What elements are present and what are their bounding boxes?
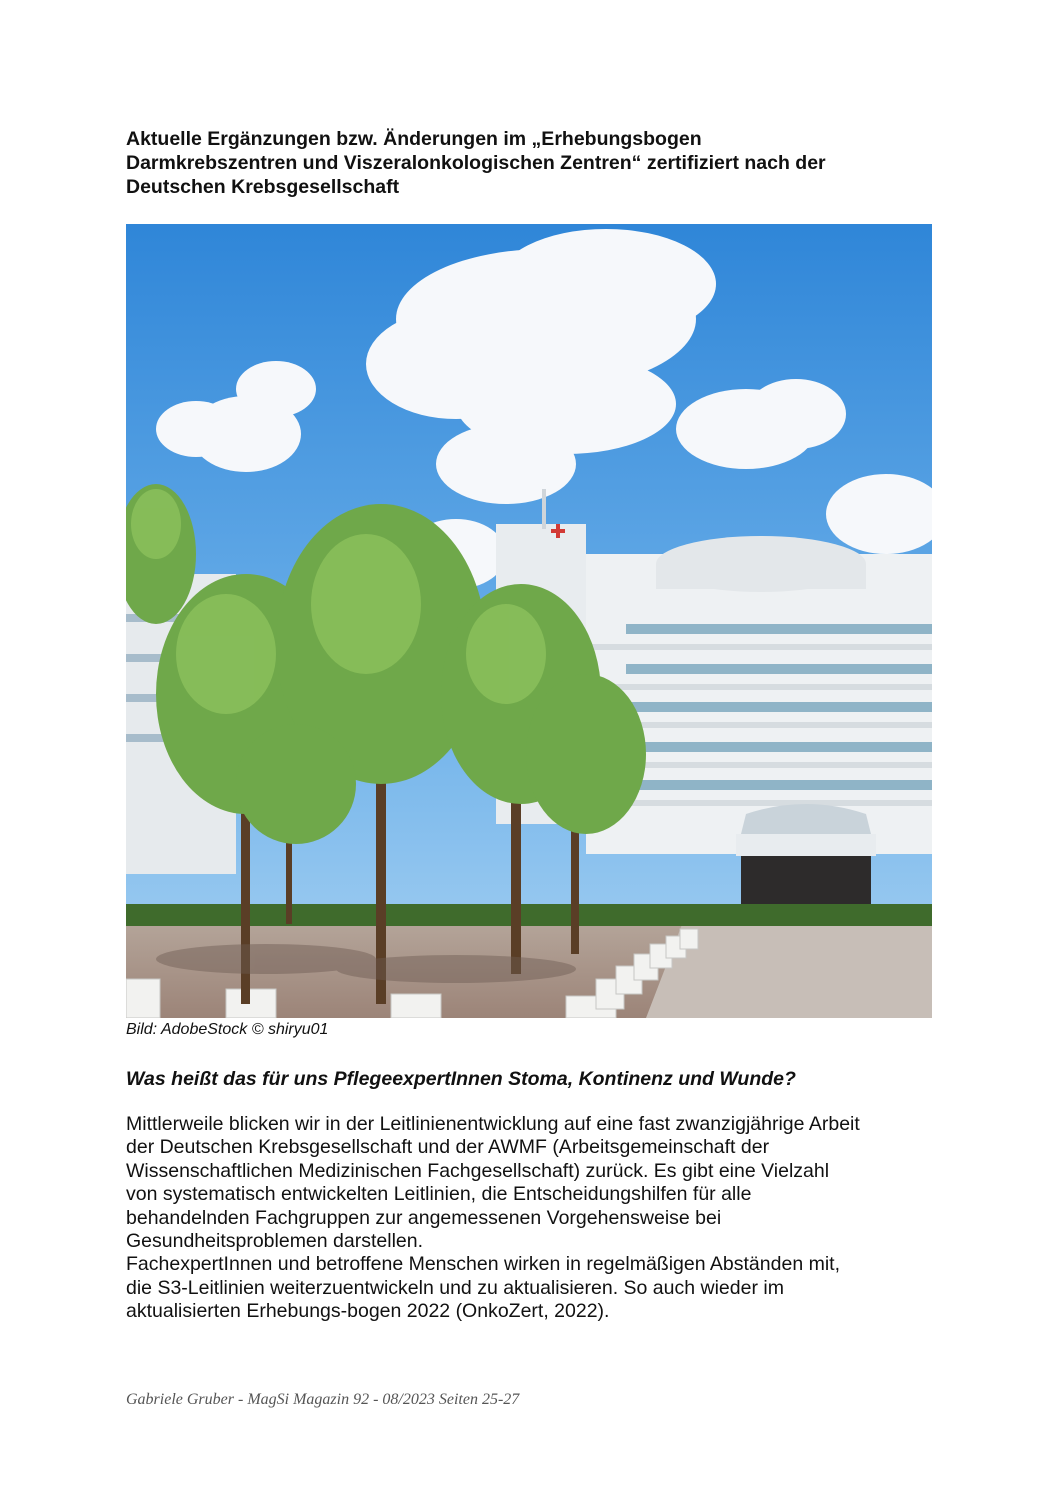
body-line: behandelnden Fachgruppen zur angemessenen Vorgehensweise bei <box>126 1206 722 1229</box>
body-line: Mittlerweile blicken wir in der Leitlinienentwicklung auf eine fast zwanzigjährige Arbeit <box>126 1113 860 1135</box>
body-line: Wissenschaftlichen Medizinischen Fachgesellschaft) zurück. Es gibt eine Vielzahl <box>126 1159 830 1182</box>
photo-caption: Bild: AdobeStock © shiryu01 <box>126 1021 329 1038</box>
page-footer: Gabriele Gruber - MagSi Magazin 92 - 08/2023 Seiten 25-27 <box>126 1391 520 1408</box>
body-line: der Deutschen Krebsgesellschaft und der AWMF (Arbeitsgemeinschaft der <box>126 1136 770 1159</box>
title-line: Deutschen Krebsgesellschaft <box>126 176 400 198</box>
section-heading: Was heißt das für uns PflegeexpertInnen Stoma, Kontinenz und Wunde? <box>126 1068 796 1090</box>
body-line: von systematisch entwickelten Leitlinien, die Entscheidungshilfen für alle <box>126 1183 752 1206</box>
body-line: Gesundheitsproblemen darstellen. <box>126 1230 424 1253</box>
body-line: aktualisierten Erhebungs-bogen 2022 (OnkoZert, 2022). <box>126 1300 610 1323</box>
title-line: Darmkrebszentren und Viszeralonkologischen Zentren“ zertifiziert nach der <box>126 152 826 174</box>
body-line: die S3-Leitlinien weiterzuentwickeln und zu aktualisieren. So auch wieder im <box>126 1276 784 1299</box>
page-title <box>126 127 926 199</box>
body-paragraph <box>126 1113 946 1324</box>
body-line: FachexpertInnen und betroffene Menschen wirken in regelmäßigen Abständen mit, <box>126 1253 840 1276</box>
title-line: Aktuelle Ergänzungen bzw. Änderungen im „Erhebungsbogen <box>126 128 702 150</box>
hospital-photo <box>126 224 932 1018</box>
